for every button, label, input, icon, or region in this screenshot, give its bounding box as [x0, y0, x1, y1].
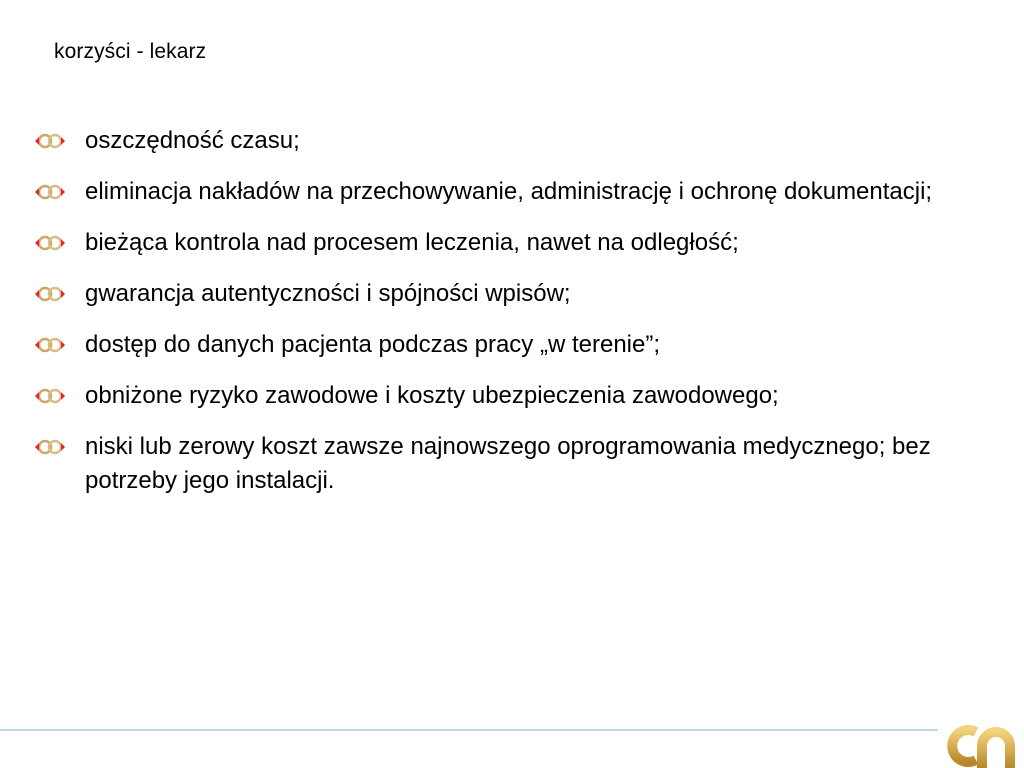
bullet-item — [33, 124, 933, 158]
bullet-item — [33, 226, 933, 260]
bullet-text: oszczędność czasu; — [85, 127, 300, 154]
slide-title: korzyści - lekarz — [54, 40, 207, 63]
bullet-text: niski lub zerowy koszt zawsze najnowszego oprogramowania medycznego; bez potrzeby jego instalacji. — [85, 433, 931, 494]
double-ring-bullet-icon — [33, 386, 67, 406]
bullet-item — [33, 379, 933, 413]
double-ring-bullet-icon — [33, 233, 67, 253]
double-ring-bullet-icon — [33, 182, 67, 202]
bullet-item — [33, 175, 933, 209]
double-ring-bullet-icon — [33, 335, 67, 355]
footer-divider — [0, 729, 938, 731]
cn-logo-icon — [940, 722, 1022, 768]
bullet-item — [33, 430, 933, 498]
bullet-text: obniżone ryzyko zawodowe i koszty ubezpieczenia zawodowego; — [85, 382, 779, 409]
bullet-text: dostęp do danych pacjenta podczas pracy „w terenie”; — [85, 331, 661, 358]
bullet-list — [33, 124, 933, 515]
bullet-text: gwarancja autentyczności i spójności wpisów; — [85, 280, 571, 307]
bullet-item — [33, 277, 933, 311]
bullet-text: eliminacja nakładów na przechowywanie, administrację i ochronę dokumentacji; — [85, 178, 933, 205]
double-ring-bullet-icon — [33, 284, 67, 304]
double-ring-bullet-icon — [33, 437, 67, 457]
bullet-text: bieżąca kontrola nad procesem leczenia, nawet na odległość; — [85, 229, 739, 256]
bullet-item — [33, 328, 933, 362]
double-ring-bullet-icon — [33, 131, 67, 151]
